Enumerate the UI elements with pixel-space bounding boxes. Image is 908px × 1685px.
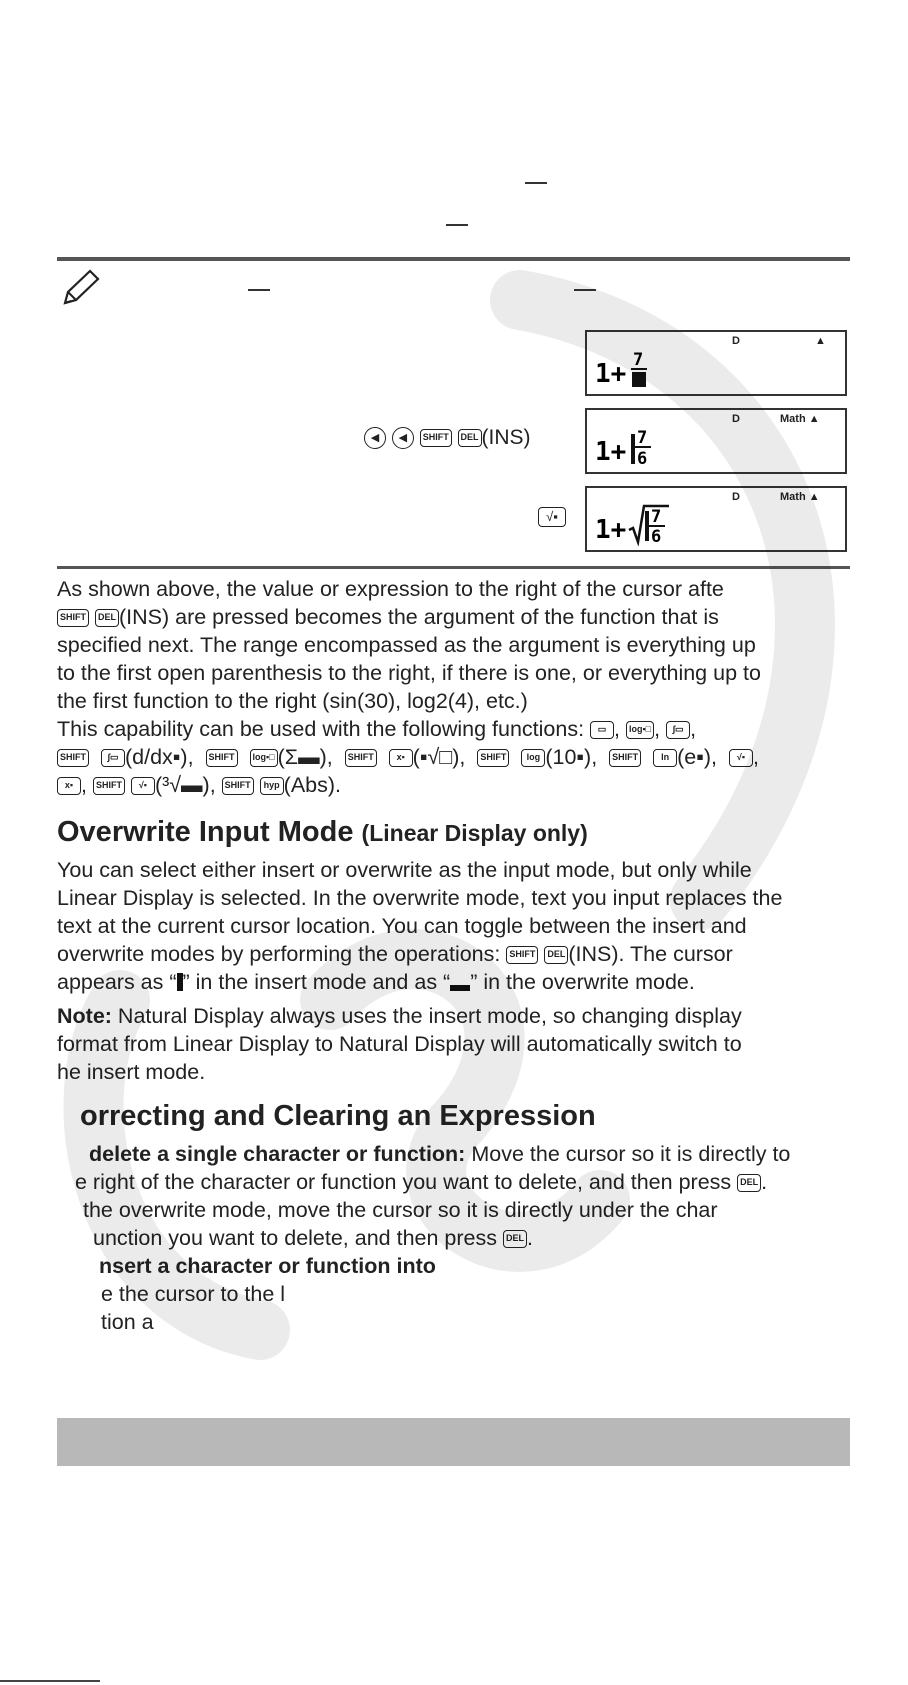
log-key[interactable]: log: [521, 749, 545, 767]
calc-screen-1: [585, 330, 847, 396]
degree-indicator: D: [732, 335, 740, 347]
log-base-key[interactable]: log▪□: [626, 721, 654, 739]
text-line: x▪ , SHIFT √▪ (³√▬), SHIFT hyp (Abs).: [57, 771, 850, 799]
paragraph-overwrite: You can select either insert or overwrite as the input mode, but only while Linear Display is selected. In the overwrite mode, text you input replaces the text at the current cursor location. You can toggle between the insert and overwrite modes by performing the operations: SHIFT DEL (INS). The cursor appears as “ ” in the insert mode and as “ ” in the overwrite mode.: [57, 858, 783, 994]
svg-text:1+: 1+: [595, 515, 627, 545]
note-fraction-dash-1: [248, 289, 270, 291]
degree-indicator: D: [732, 491, 740, 503]
del-key[interactable]: DEL: [95, 609, 119, 627]
left-arrow-key-2[interactable]: ◀: [392, 427, 414, 449]
math-indicator: Math ▲: [780, 491, 820, 503]
paragraph-argument: [57, 575, 850, 799]
shift-key[interactable]: SHIFT: [506, 946, 538, 964]
del-key[interactable]: DEL: [544, 946, 568, 964]
del-key[interactable]: DEL: [458, 429, 482, 447]
math-indicator: Math ▲: [780, 413, 820, 425]
sqrt-key[interactable]: √▪: [729, 749, 753, 767]
shift-key[interactable]: SHIFT: [345, 749, 377, 767]
screen-expression-3: [595, 500, 685, 546]
ln-key[interactable]: ln: [653, 749, 677, 767]
shift-key[interactable]: SHIFT: [93, 777, 125, 795]
svg-text:1+: 1+: [595, 437, 627, 467]
shift-key[interactable]: SHIFT: [420, 429, 452, 447]
fraction-key[interactable]: ▭: [590, 721, 614, 739]
section-heading-overwrite: Overwrite Input Mode (Linear Display only): [57, 816, 588, 848]
sqrt-key[interactable]: √▪: [131, 777, 155, 795]
log-base-key[interactable]: log▪□: [250, 749, 278, 767]
svg-text:7: 7: [651, 507, 662, 527]
note-top-rule: [57, 257, 850, 261]
scroll-indicator: ▲: [815, 335, 826, 347]
svg-text:7: 7: [637, 428, 648, 448]
svg-text:6: 6: [651, 527, 662, 546]
pencil-note-icon: [60, 268, 102, 308]
integral-key[interactable]: ∫▭: [666, 721, 690, 739]
step2-keys: [364, 426, 531, 450]
text-line: the first function to the right (sin(30), log2(4), etc.): [57, 689, 528, 713]
section-heading-correcting: orrecting and Clearing an Expression: [80, 1100, 596, 1132]
svg-text:6: 6: [637, 449, 648, 468]
grey-footer-bar: [57, 1418, 850, 1466]
overwrite-cursor-glyph: [450, 985, 470, 991]
shift-key[interactable]: SHIFT: [57, 609, 89, 627]
sqrt-key[interactable]: √▪: [538, 507, 566, 527]
hyp-key[interactable]: hyp: [260, 777, 284, 795]
calc-screen-3: [585, 486, 847, 552]
note-paragraph: Note: Natural Display always uses the insert mode, so changing display format from Linear Display to Natural Display will automatically switch to he insert mode.: [57, 1004, 742, 1084]
correcting-body: delete a single character or function: Move the cursor so it is directly to e right of the character or function you want to delete, and then press DEL . the overwrite mode, move the cursor so it is directly under the char unction you want to delete, and then press DEL . nsert a character or function into e the cursor to the l tion a: [75, 1142, 791, 1334]
screen-expression-2: [595, 422, 675, 468]
ins-label: (INS): [481, 426, 531, 449]
power-key[interactable]: x▪: [57, 777, 81, 795]
del-key[interactable]: DEL: [503, 1230, 527, 1248]
svg-text:7: 7: [633, 350, 644, 370]
shift-key[interactable]: SHIFT: [609, 749, 641, 767]
page-footer-rule: [0, 1680, 100, 1682]
text-line: to the first open parenthesis to the right, if there is one, or everything up to: [57, 661, 761, 685]
svg-text:1+: 1+: [595, 359, 627, 389]
note-fraction-dash-2: [574, 289, 596, 291]
top-fraction-dash-2: [446, 224, 468, 226]
text-line: As shown above, the value or expression to the right of the cursor afte: [57, 577, 724, 601]
shift-key[interactable]: SHIFT: [206, 749, 238, 767]
left-arrow-key[interactable]: ◀: [364, 427, 386, 449]
screen-expression-1: [595, 344, 665, 390]
text-line: This capability can be used with the following functions: ▭ , log▪□ , ∫▭ ,: [57, 717, 697, 741]
text-line: SHIFT ∫▭ (d/dx▪), SHIFT log▪□ (Σ▬), SHIFT x▪ (▪√□), SHIFT log (10▪), SHIFT ln (e▪), √▪ ,: [57, 743, 850, 771]
note-bottom-rule: [57, 566, 850, 569]
calc-screen-2: [585, 408, 847, 474]
shift-key[interactable]: SHIFT: [57, 749, 89, 767]
power-key[interactable]: x▪: [389, 749, 413, 767]
top-fraction-dash-1: [525, 182, 547, 184]
shift-key[interactable]: SHIFT: [222, 777, 254, 795]
shift-key[interactable]: SHIFT: [477, 749, 509, 767]
degree-indicator: D: [732, 413, 740, 425]
text-line: specified next. The range encompassed as the argument is everything up: [57, 633, 756, 657]
text-line: SHIFT DEL (INS) are pressed becomes the argument of the function that is: [57, 603, 850, 631]
del-key[interactable]: DEL: [737, 1174, 761, 1192]
integral-key[interactable]: ∫▭: [101, 749, 125, 767]
